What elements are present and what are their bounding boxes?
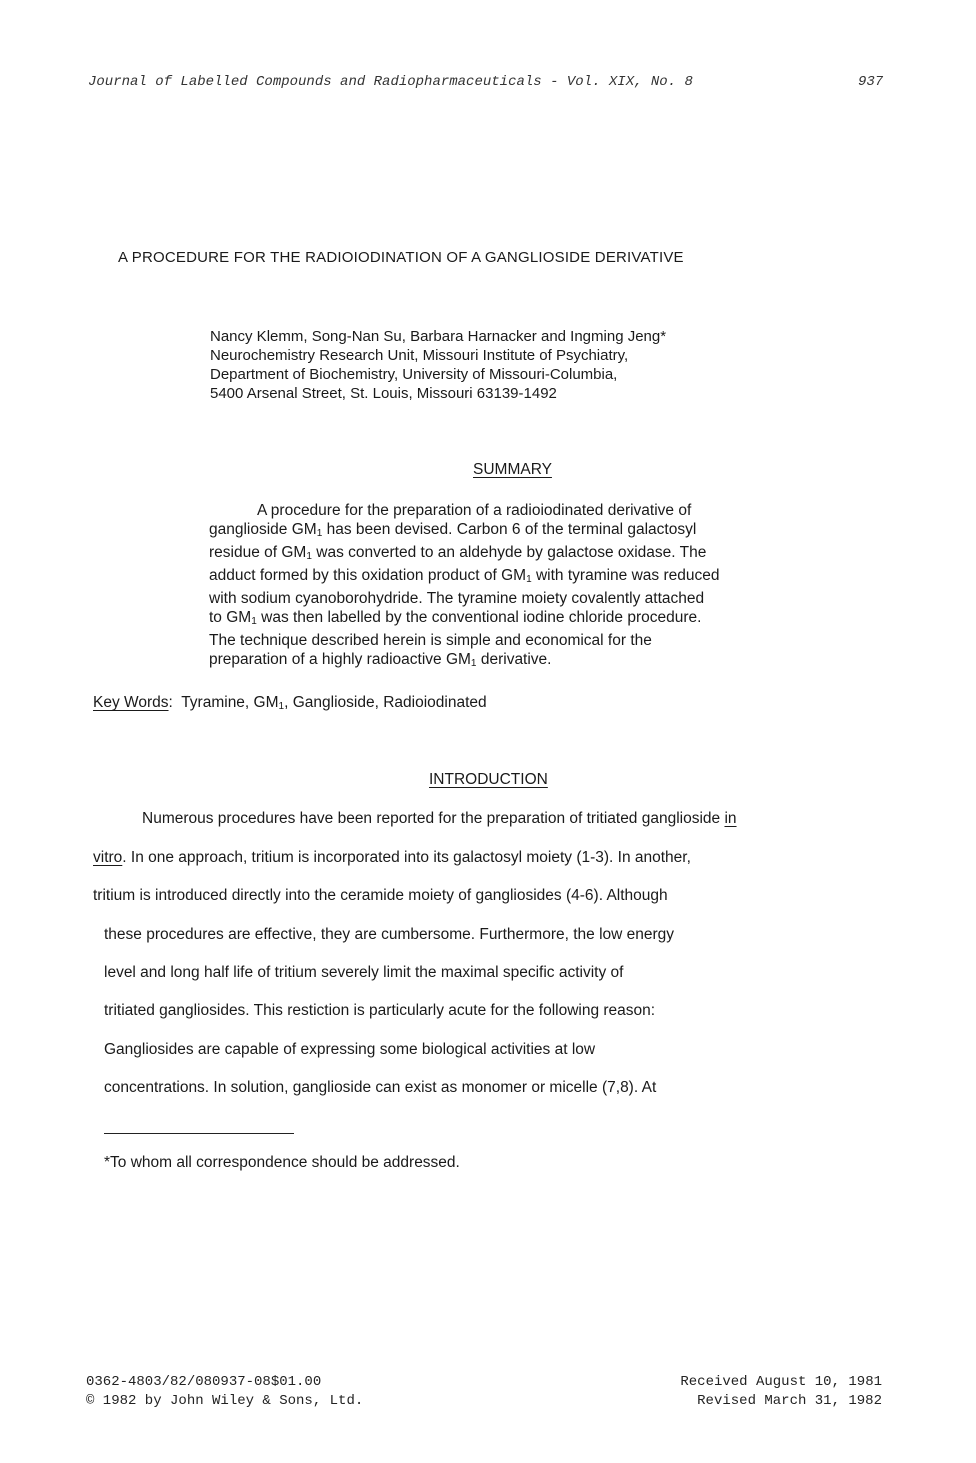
intro-line: Numerous procedures have been reported for the preparation of tritiated ganglioside in [142,810,737,827]
intro-line: level and long half life of tritium severely limit the maximal specific activity of [104,964,624,981]
copyright: © 1982 by John Wiley & Sons, Ltd. [86,1393,364,1409]
summary-line: The technique described herein is simple and economical for the [209,632,652,649]
intro-line: vitro. In one approach, tritium is incorporated into its galactosyl moiety (1-3). In another, [93,849,691,866]
footer-right [680,1373,882,1411]
intro-line: Gangliosides are capable of expressing some biological activities at low [104,1041,596,1058]
page-number: 937 [858,74,884,90]
summary-line: A procedure for the preparation of a radioiodinated derivative of [257,502,692,519]
summary-line: residue of $GM_1$ was converted to an aldehyde by galactose oxidase. The [209,544,707,562]
footnote-rule [104,1133,294,1134]
journal-header: Journal of Labelled Compounds and Radiopharmaceuticals - Vol. XIX, No. 8 [88,74,693,90]
author-affiliation-block [210,327,666,403]
keywords-label: Key Words [93,694,169,711]
footer-left [86,1373,363,1411]
summary-line: adduct formed by this oxidation product of $GM_1$ with tyramine was reduced [209,567,720,585]
summary-line: with sodium cyanoborohydride. The tyramine moiety covalently attached [209,590,705,607]
revised-date: Revised March 31, 1982 [697,1393,882,1409]
paper-title: A PROCEDURE FOR THE RADIOIODINATION OF A GANGLIOSIDE DERIVATIVE [118,249,684,266]
affiliation-line: Department of Biochemistry, University of Missouri-Columbia, [210,366,618,383]
footnote: *To whom all correspondence should be addressed. [104,1154,460,1171]
intro-line: tritiated gangliosides. This restiction is particularly acute for the following reason: [104,1002,656,1019]
summary-body [209,501,849,673]
summary-line: ganglioside $GM_1$ has been devised. Carbon 6 of the terminal galactosyl [209,521,697,539]
received-date: Received August 10, 1981 [680,1374,882,1390]
intro-line: these procedures are effective, they are cumbersome. Furthermore, the low energy [104,926,675,943]
intro-line: concentrations. In solution, ganglioside can exist as monomer or micelle (7,8). At [104,1079,657,1096]
summary-line: preparation of a highly radioactive $GM_1$ derivative. [209,651,552,669]
authors: Nancy Klemm, Song-Nan Su, Barbara Harnacker and Ingming Jeng* [210,328,667,345]
summary-line: to $GM_1$ was then labelled by the conventional iodine chloride procedure. [209,609,702,627]
introduction-heading: INTRODUCTION [429,771,548,788]
affiliation-line: 5400 Arsenal Street, St. Louis, Missouri 63139-1492 [210,385,557,402]
keywords: Key Words: Tyramine, $GM_1$, Ganglioside, Radioiodinated [93,694,487,712]
article-code: 0362-4803/82/080937-08$01.00 [86,1374,322,1390]
intro-line: tritium is introduced directly into the ceramide moiety of gangliosides (4-6). Although [93,887,668,904]
affiliation-line: Neurochemistry Research Unit, Missouri Institute of Psychiatry, [210,347,629,364]
summary-heading: SUMMARY [473,461,552,478]
